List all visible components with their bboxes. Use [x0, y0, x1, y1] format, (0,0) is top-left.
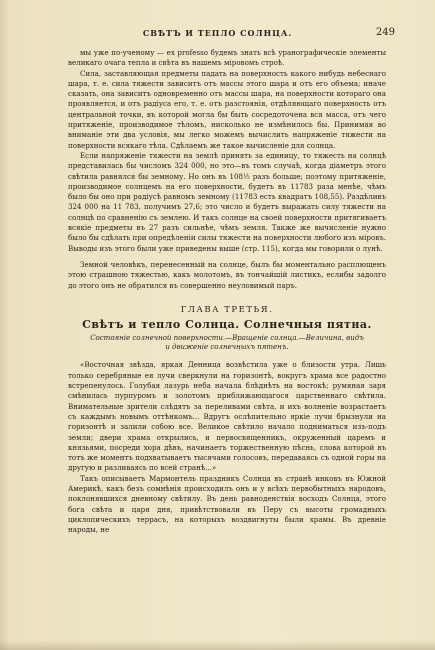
paragraph-4: Земной человѣкъ, перенесенный на солнце, былъ бы моментально расплющенъ этою страшною тяжестью, какъ молотомъ, въ тончайшій листикъ, еслибы задолго до этого онъ не обратился въ совершенно неуловимый паръ. — [68, 259, 386, 290]
page-number: 249 — [375, 27, 395, 38]
page-body — [68, 48, 386, 535]
page-header — [0, 28, 435, 42]
chapter-title: Свѣтъ и тепло Солнца. Солнечныя пятна. — [82, 318, 372, 332]
chapter-subtitle — [68, 334, 386, 352]
chapter-subtitle-line-2: и движеніе солнечныхъ пятенъ. — [165, 343, 289, 352]
chapter-subtitle-line-1: Состояніе солнечной поверхности.—Вращеніе солнца.—Величина, видъ — [90, 334, 364, 343]
paragraph-3: Если напряженіе тяжести на землѣ принять за единицу, то тяжесть на солнцѣ представилась бы числомъ 324 000, но это—въ томъ случаѣ, когда діаметръ этого свѣтила равнялся бы земному. Но онъ въ 108½ разъ больше; поэтому притяженіе, производимое солнцемъ на его поверхности, будетъ въ 11783 раза менѣе, чѣмъ было бы оно при радіусѣ равномъ земному (11783 есть квадратъ 108,55). Раздѣливъ 324 000 на 11 783, получимъ 27,6; это число и будетъ выражать силу тяжести на солнцѣ по сравненію съ землею. И такъ солнце на своей поверхности притягиваетъ всякіе предметы въ 27 разъ сильнѣе, чѣмъ земля. Также же вычисленіе нужно было бы сдѣлать при опредѣленіи силы тяжести на поверхности любого изъ міровъ. Выводы изъ этого были уже приведены выше (стр. 115), когда мы говорили о лунѣ. — [68, 150, 386, 253]
running-title: СВѢТЪ И ТЕПЛО СОЛНЦА. — [142, 28, 293, 38]
paragraph-2: Сила, заставляющая предметы падать на поверхность какого нибудь небеснаго шара, т. е. сила тяжести зависитъ отъ массы этого шара и отъ его объема; иначе сказать, она зависитъ одновременно отъ массы шара, на поверхности котораго она проявляется, и отъ радіуса его, т. е. отъ разстоянія, отдѣляющаго поверхность отъ центральной точки, въ которой могла бы быть сосредоточена вся масса, отъ чего притяженіе, производимое тѣломъ, нисколько не измѣнилось бы. Принимая во вниманіе эти два условія, мы легко можемъ вычислить напряженіе тяжести на поверхности всякаго тѣла. Сдѣлаемъ же такое вычисленіе для солнца. — [68, 68, 386, 150]
page-edge-shadow — [0, 640, 435, 650]
chapter-paragraph-2: Такъ описываетъ Мармонтель праздникъ Солнца въ странѣ инковъ въ Южной Америкѣ, какъ безъ сомнѣнія происходилъ онъ и у всѣхъ первобытныхъ народовъ, поклонявшихся дневному свѣтилу. Въ день равноденствія восходъ Солнца, этого бога свѣта и царя дня, привѣтствовали въ Перу съ высоты громадныхъ циклопическихъ террасъ, на которыхъ воздвигнуты были храмы. Въ древніе народы, не — [68, 473, 386, 535]
paragraph-1: мы уже по-ученому — ех professo будемъ знать всѣ уранографическіе элементы великаго очага тепла и свѣта въ нашемъ міровомъ строѣ. — [68, 48, 386, 68]
chapter-label: ГЛАВА ТРЕТЬЯ. — [180, 304, 274, 315]
chapter-paragraph-1: «Восточная звѣзда, яркая Денница возвѣстила уже о близости утра. Лишь только серебряные ея лучи сверкнули на горизонтѣ, вокругъ храма все радостно встрепенулось. Голубая лазурь неба начала блѣднѣть на востокѣ; румяная заря смѣнилась пурпуромъ и золотомъ приближающагося царственнаго свѣтила. Внимательные зрители слѣдятъ за переливами свѣта, и ихъ волненіе возрастаетъ съ каждымъ новымъ оттѣнкомъ... Вдругъ ослѣпительно яркіе лучи брызнули на горизонтѣ и залили собою все. Великое свѣтило начало подниматься изъ-подъ земли; двери храма открылись, и первосвященникъ, окруженный царемъ и князьями, посреди хора дѣвъ, начинаетъ торжественную пѣснь, слова которой въ тотъ же моментъ подхватываетъ тысячами голосовъ, передаваясь съ одной горы на другую и разливаясь по всей странѣ...» — [68, 360, 386, 473]
